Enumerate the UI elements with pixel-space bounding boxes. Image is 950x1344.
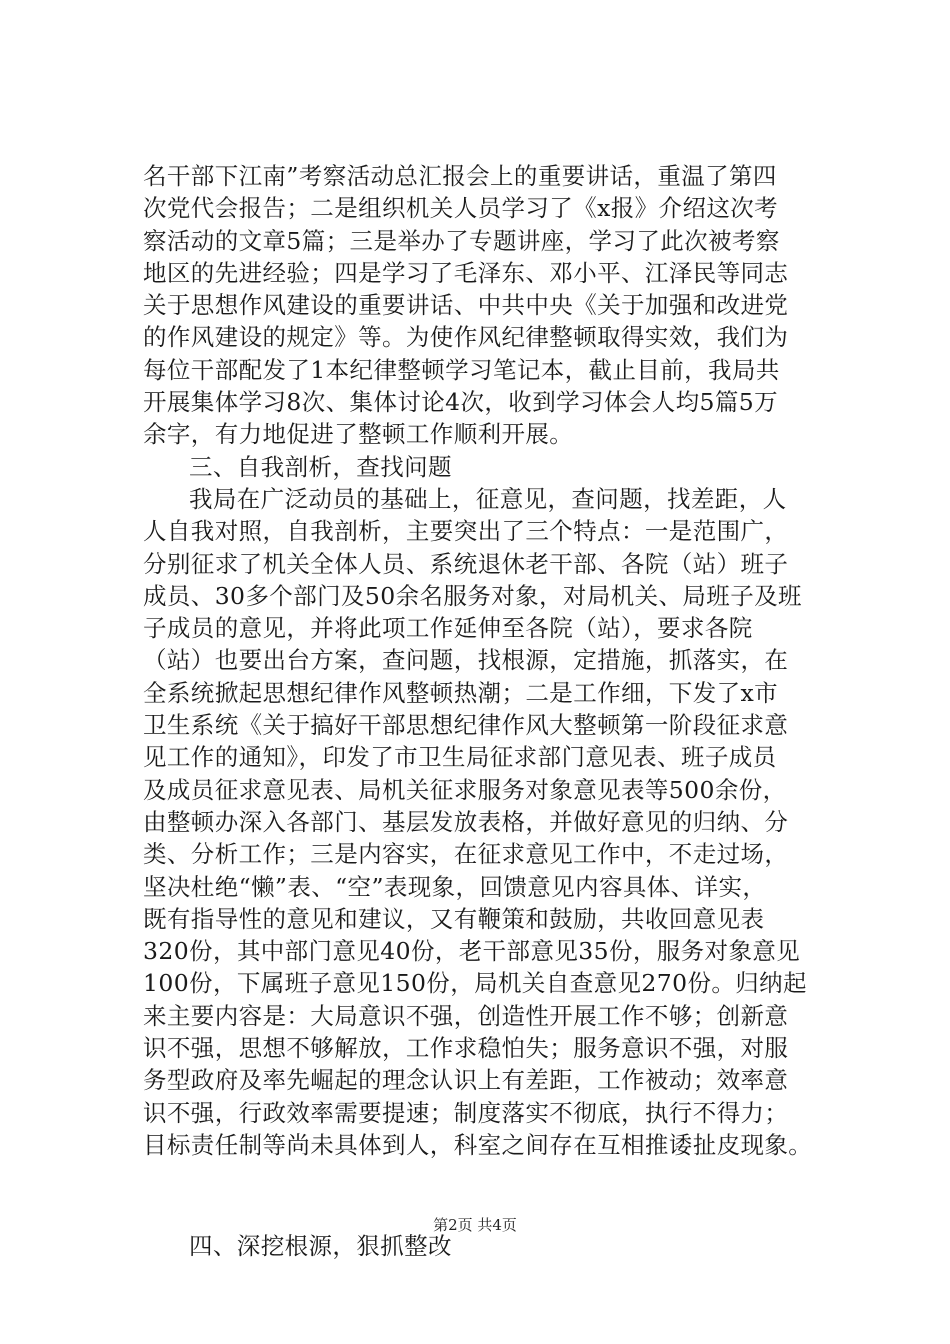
paragraph-line: （站）也要出台方案，查问题，找根源，定措施，抓落实，在 <box>143 646 789 675</box>
paragraph-line: 子成员的意见，并将此项工作延伸至各院（站），要求各院 <box>143 614 753 643</box>
paragraph-line: 320份，其中部门意见40份，老干部意见35份，服务对象意见 <box>143 937 801 966</box>
paragraph-line: 全系统掀起思想纪律作风整顿热潮；二是工作细，下发了x市 <box>143 678 779 707</box>
paragraph-line: 成员、30多个部门及50余名服务对象，对局机关、局班子及班 <box>143 581 802 610</box>
paragraph-line: 开展集体学习8次、集体讨论4次，收到学习体会人均5篇5万 <box>143 388 779 417</box>
paragraph-line: 务型政府及率先崛起的理念认识上有差距，工作被动；效率意 <box>143 1066 789 1095</box>
section-four-heading: 四、深挖根源，狠抓整改 <box>189 1231 452 1260</box>
paragraph-line: 坚决杜绝“懒”表、“空”表现象，回馈意见内容具体、详实， <box>143 872 767 901</box>
paragraph-line: 每位干部配发了1本纪律整顿学习笔记本，截止目前，我局共 <box>143 355 780 384</box>
paragraph-line: 见工作的通知》，印发了市卫生局征求部门意见表、班子成员 <box>143 743 777 772</box>
paragraph-line: 名干部下江南”考察活动总汇报会上的重要讲话，重温了第四 <box>143 162 777 190</box>
paragraph-line: 类、分析工作；三是内容实，在征求意见工作中，不走过场， <box>143 840 789 869</box>
paragraph-line: 来主要内容是：大局意识不强，创造性开展工作不够；创新意 <box>143 1001 789 1030</box>
paragraph-line: 识不强，行政效率需要提速；制度落实不彻底，执行不得力； <box>143 1098 789 1127</box>
section-three-heading: 三、自我剖析，查找问题 <box>189 452 452 481</box>
paragraph-line: 识不强，思想不够解放，工作求稳怕失；服务意识不强，对服 <box>143 1034 789 1063</box>
document-body <box>143 160 823 1286</box>
paragraph-line: 分别征求了机关全体人员、系统退休老干部、各院（站）班子 <box>143 549 789 578</box>
paragraph-line: 余字，有力地促进了整顿工作顺利开展。 <box>143 420 574 449</box>
paragraph-line: 察活动的文章5篇；三是举办了专题讲座，学习了此次被考察 <box>143 226 780 255</box>
paragraph-line: 我局在广泛动员的基础上，征意见，查问题，找差距，人 <box>189 484 787 513</box>
paragraph-line: 既有指导性的意见和建议，又有鞭策和鼓励，共收回意见表 <box>143 904 765 933</box>
paragraph-line: 及成员征求意见表、局机关征求服务对象意见表等500余份， <box>143 775 787 804</box>
paragraph-line: 卫生系统《关于搞好干部思想纪律作风大整顿第一阶段征求意 <box>143 711 789 740</box>
paragraph-line: 地区的先进经验；四是学习了毛泽东、邓小平、江泽民等同志 <box>143 258 789 287</box>
paragraph-line: 的作风建设的规定》等。为使作风纪律整顿取得实效，我们为 <box>143 323 789 352</box>
paragraph-line: 100份，下属班子意见150份，局机关自查意见270份。归纳起 <box>143 969 807 998</box>
paragraph-line: 次党代会报告；二是组织机关人员学习了《x报》介绍这次考 <box>143 194 779 223</box>
paragraph-line: 由整顿办深入各部门、基层发放表格，并做好意见的归纳、分 <box>143 807 789 836</box>
paragraph-line: 人自我对照，自我剖析，主要突出了三个特点：一是范围广， <box>143 517 789 546</box>
page-footer: 第2页 共4页 <box>433 1216 517 1234</box>
paragraph-line: 关于思想作风建设的重要讲话、中共中央《关于加强和改进党 <box>143 291 789 320</box>
spacer <box>143 1161 823 1206</box>
paragraph-line: 目标责任制等尚未具体到人，科室之间存在互相推诿扯皮现象。 <box>143 1130 813 1159</box>
